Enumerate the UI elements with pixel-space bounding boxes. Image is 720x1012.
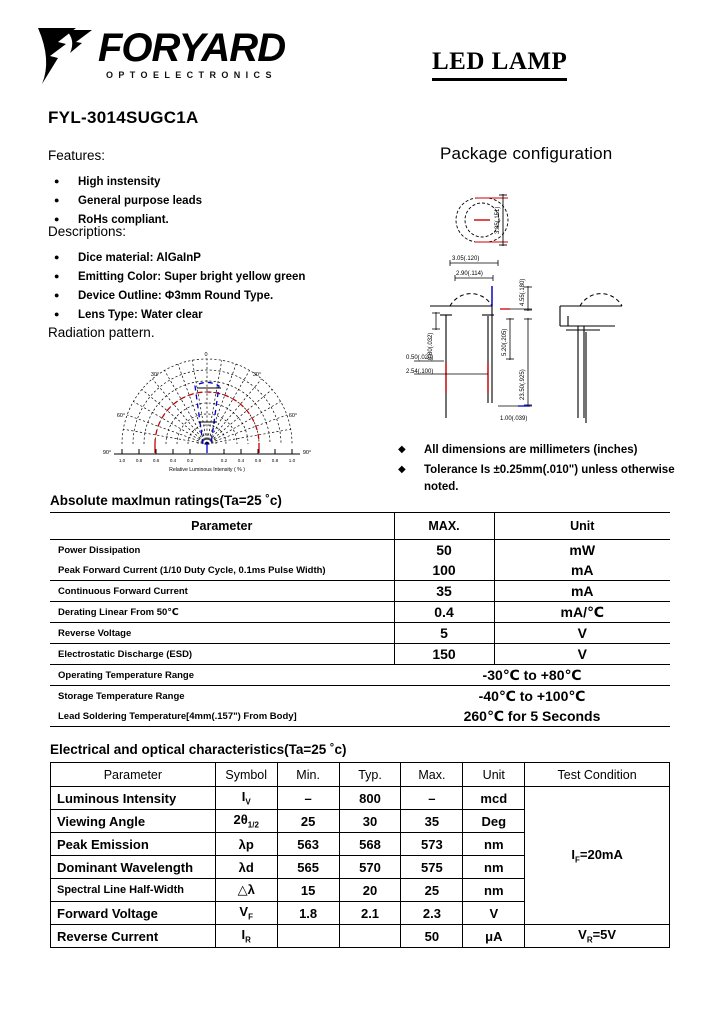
row-typ: 30 — [339, 810, 401, 833]
axis-label-90-right: 90° — [302, 450, 312, 456]
column-header: Typ. — [339, 763, 401, 787]
tick-label: 0.4 — [237, 458, 245, 463]
row-parameter: Peak Emission — [51, 833, 216, 856]
row-typ: 568 — [339, 833, 401, 856]
table-row — [50, 644, 670, 665]
dimension-label: 0.80(.032) — [428, 332, 434, 360]
axis-label-60-right: 60° — [288, 413, 298, 419]
list-item: ● Dice material: AlGaInP — [48, 249, 378, 268]
chart-xlabel: Relative Luminous Intensity ( % ) — [169, 467, 245, 473]
list-item: ● General purpose leads — [48, 192, 368, 211]
table-row — [50, 560, 670, 581]
row-max: 150 — [394, 644, 494, 665]
absolute-maximum-ratings-table — [50, 512, 670, 727]
row-max: 50 — [401, 925, 463, 948]
row-parameter: Dominant Wavelength — [51, 856, 216, 879]
row-unit: V — [577, 646, 587, 662]
row-parameter: Peak Forward Current (1/10 Duty Cycle, 0.1ms Pulse Width) — [58, 564, 326, 576]
list-item: ● Lens Type: Water clear — [48, 306, 378, 325]
row-unit: mA — [570, 562, 594, 578]
tick-label: 0.2 — [186, 458, 194, 463]
row-parameter: Storage Temperature Range — [58, 690, 185, 702]
axis-label-60-left: 60° — [116, 413, 126, 419]
tick-label: 0.2 — [220, 458, 228, 463]
row-parameter: Operating Temperature Range — [58, 669, 195, 681]
brand-subtitle: OPTOELECTRONICS — [106, 70, 277, 80]
row-unit: V — [577, 625, 587, 641]
list-item: ◆ Tolerance Is ±0.25mm(.010") unless otherwise noted. — [392, 462, 692, 496]
foryard-logo-icon — [36, 26, 96, 88]
dimension-label: 3.85(.151) — [495, 206, 501, 234]
column-header: Parameter — [191, 519, 253, 533]
row-min: 565 — [277, 856, 339, 879]
table-row — [51, 925, 670, 948]
list-item: ● High instensity — [48, 173, 368, 192]
row-max: 100 — [394, 560, 494, 581]
row-parameter: Reverse Current — [51, 925, 216, 948]
list-item: ● RoHs compliant. — [48, 211, 368, 230]
row-value-span: -30℃ to +80℃ — [482, 666, 582, 683]
table-row — [50, 686, 670, 707]
package-notes — [392, 442, 692, 499]
column-header: Min. — [277, 763, 339, 787]
row-parameter: Reverse Voltage — [58, 627, 132, 639]
row-typ: 20 — [339, 879, 401, 902]
list-item: ● Device Outline: Φ3mm Round Type. — [48, 287, 378, 306]
axis-label-0: 0 — [204, 352, 208, 358]
row-parameter: Power Dissipation — [58, 544, 141, 556]
row-parameter: Electrostatic Discharge (ESD) — [58, 648, 193, 660]
abs-max-heading: Absolute maxlmun ratings(Ta=25 ˚c) — [50, 493, 282, 508]
row-min — [277, 925, 339, 948]
tick-label: 0.6 — [152, 458, 160, 463]
row-parameter: Derating Linear From 50℃ — [58, 606, 179, 618]
table-row — [51, 787, 670, 810]
tick-label: 0.6 — [254, 458, 262, 463]
row-typ: 2.1 — [339, 902, 401, 925]
elec-opt-heading: Electrical and optical characteristics(Ta=25 ˚c) — [50, 742, 347, 757]
row-min: – — [277, 787, 339, 810]
column-header: Unit — [463, 763, 525, 787]
test-condition-vr: $V_R=5V$ — [525, 925, 670, 948]
table-row — [50, 581, 670, 602]
table-row — [50, 665, 670, 686]
row-typ: 570 — [339, 856, 401, 879]
tick-label: 0.4 — [169, 458, 177, 463]
row-symbol: $I_R$ — [215, 925, 277, 948]
row-max: 35 — [394, 581, 494, 602]
tick-label: 0.8 — [271, 458, 279, 463]
dimension-label: 0.50(.020) — [406, 355, 434, 361]
row-max: 573 — [401, 833, 463, 856]
axis-label-90-left: 90° — [102, 450, 112, 456]
row-unit: Deg — [463, 810, 525, 833]
row-parameter: Luminous Intensity — [51, 787, 216, 810]
row-parameter: Viewing Angle — [51, 810, 216, 833]
test-condition-if: $I_F=20mA$ — [525, 787, 670, 925]
tick-label: 0.8 — [135, 458, 143, 463]
list-item: ◆ All dimensions are millimeters (inches) — [392, 442, 692, 459]
table-row — [50, 623, 670, 644]
row-symbol: △λ — [215, 879, 277, 902]
column-header: Parameter — [51, 763, 216, 787]
column-header: Test Condition — [525, 763, 670, 787]
row-max: 0.4 — [394, 602, 494, 623]
axis-label-30-left: 30° — [150, 372, 160, 378]
brand-name: FORYARD — [98, 26, 286, 70]
table-row — [50, 706, 670, 727]
table-header-row — [50, 513, 670, 540]
row-min: 1.8 — [277, 902, 339, 925]
row-min: 15 — [277, 879, 339, 902]
row-max: 35 — [401, 810, 463, 833]
row-unit: nm — [463, 879, 525, 902]
descriptions-list — [48, 249, 378, 325]
row-unit: mcd — [463, 787, 525, 810]
part-number: FYL-3014SUGC1A — [48, 108, 199, 127]
row-min: 563 — [277, 833, 339, 856]
column-header: Max. — [401, 763, 463, 787]
row-symbol: λd — [215, 856, 277, 879]
row-unit: nm — [463, 833, 525, 856]
row-max: 5 — [394, 623, 494, 644]
dimension-label: 2.54(.100) — [406, 369, 434, 375]
radiation-pattern-chart — [100, 352, 315, 487]
row-typ — [339, 925, 401, 948]
row-unit: mA/℃ — [560, 603, 604, 620]
axis-label-30-right: 30° — [252, 372, 262, 378]
row-typ: 800 — [339, 787, 401, 810]
row-max: 25 — [401, 879, 463, 902]
row-unit: μA — [463, 925, 525, 948]
row-max: 50 — [394, 540, 494, 561]
row-unit: nm — [463, 856, 525, 879]
dimension-label: 3.05(.120) — [452, 256, 480, 262]
row-symbol: $V_F$ — [215, 902, 277, 925]
row-min: 25 — [277, 810, 339, 833]
company-logo — [36, 26, 326, 88]
row-symbol: λp — [215, 833, 277, 856]
electrical-optical-characteristics-table — [50, 762, 670, 948]
dimension-label: 1.00(.039) — [500, 416, 528, 422]
dimension-label: 5.20(.205) — [502, 328, 508, 356]
tick-label: 1.0 — [288, 458, 296, 463]
document-title: LED LAMP — [432, 48, 567, 81]
table-row — [50, 602, 670, 623]
row-value-span: 260℃ for 5 Seconds — [463, 707, 601, 724]
list-item: ● Emitting Color: Super bright yellow green — [48, 268, 378, 287]
descriptions-heading: Descriptions: — [48, 224, 127, 239]
row-max: 575 — [401, 856, 463, 879]
column-header: MAX. — [394, 513, 494, 540]
row-unit: V — [463, 902, 525, 925]
row-max: – — [401, 787, 463, 810]
row-unit: mA — [570, 583, 594, 599]
row-symbol: $I_V$ — [215, 787, 277, 810]
column-header: Unit — [570, 519, 595, 533]
row-unit: mW — [569, 542, 596, 558]
features-heading: Features: — [48, 148, 106, 163]
row-parameter: Forward Voltage — [51, 902, 216, 925]
dimension-label: 4.55(.180) — [520, 278, 526, 306]
column-header: Symbol — [215, 763, 277, 787]
tick-label: 1.0 — [118, 458, 126, 463]
dimension-label: 23.50(.925) — [520, 369, 526, 400]
dimension-label: 2.90(.114) — [456, 271, 483, 277]
row-parameter: Lead Soldering Temperature[4mm(.157") From Body] — [58, 710, 297, 722]
features-list — [48, 173, 368, 230]
row-max: 2.3 — [401, 902, 463, 925]
package-configuration-heading: Package configuration — [440, 144, 613, 163]
radiation-pattern-heading: Radiation pattern. — [48, 325, 155, 340]
table-header-row — [51, 763, 670, 787]
row-parameter: Spectral Line Half-Width — [51, 879, 216, 902]
row-parameter: Continuous Forward Current — [58, 585, 188, 597]
package-drawing — [400, 178, 700, 438]
row-symbol: $2\theta_{1/2}$ — [215, 810, 277, 833]
row-value-span: -40℃ to +100℃ — [478, 687, 586, 704]
table-row — [50, 540, 670, 561]
